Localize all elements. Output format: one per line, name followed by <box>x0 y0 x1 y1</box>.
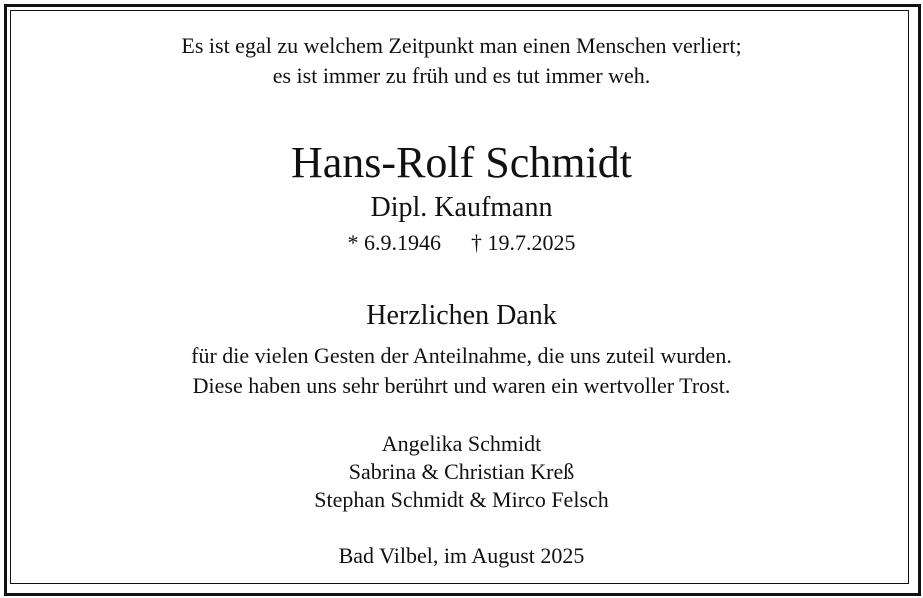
thanks-line-1: für die vielen Gesten der Anteilnahme, die uns zuteil wurden. <box>191 343 732 368</box>
motto-line-1: Es ist egal zu welchem Zeitpunkt man einen Menschen verliert; <box>181 33 742 58</box>
family-member: Angelika Schmidt <box>381 431 542 456</box>
thanks-line-2: Diese haben uns sehr berührt und waren ein wertvoller Trost. <box>192 373 731 398</box>
birth-date: * 6.9.1946 <box>347 230 441 255</box>
family-member: Sabrina & Christian Kreß <box>348 459 575 484</box>
death-date: † 19.7.2025 <box>471 230 576 255</box>
deceased-name: Hans-Rolf Schmidt <box>291 138 632 187</box>
motto-line-2: es ist immer zu früh und es tut immer weh. <box>272 63 651 88</box>
family-member: Stephan Schmidt & Mirco Felsch <box>314 487 609 512</box>
life-dates <box>0 232 923 254</box>
thanks-heading: Herzlichen Dank <box>366 300 557 331</box>
place-and-date: Bad Vilbel, im August 2025 <box>338 543 585 568</box>
deceased-title: Dipl. Kaufmann <box>370 192 553 223</box>
